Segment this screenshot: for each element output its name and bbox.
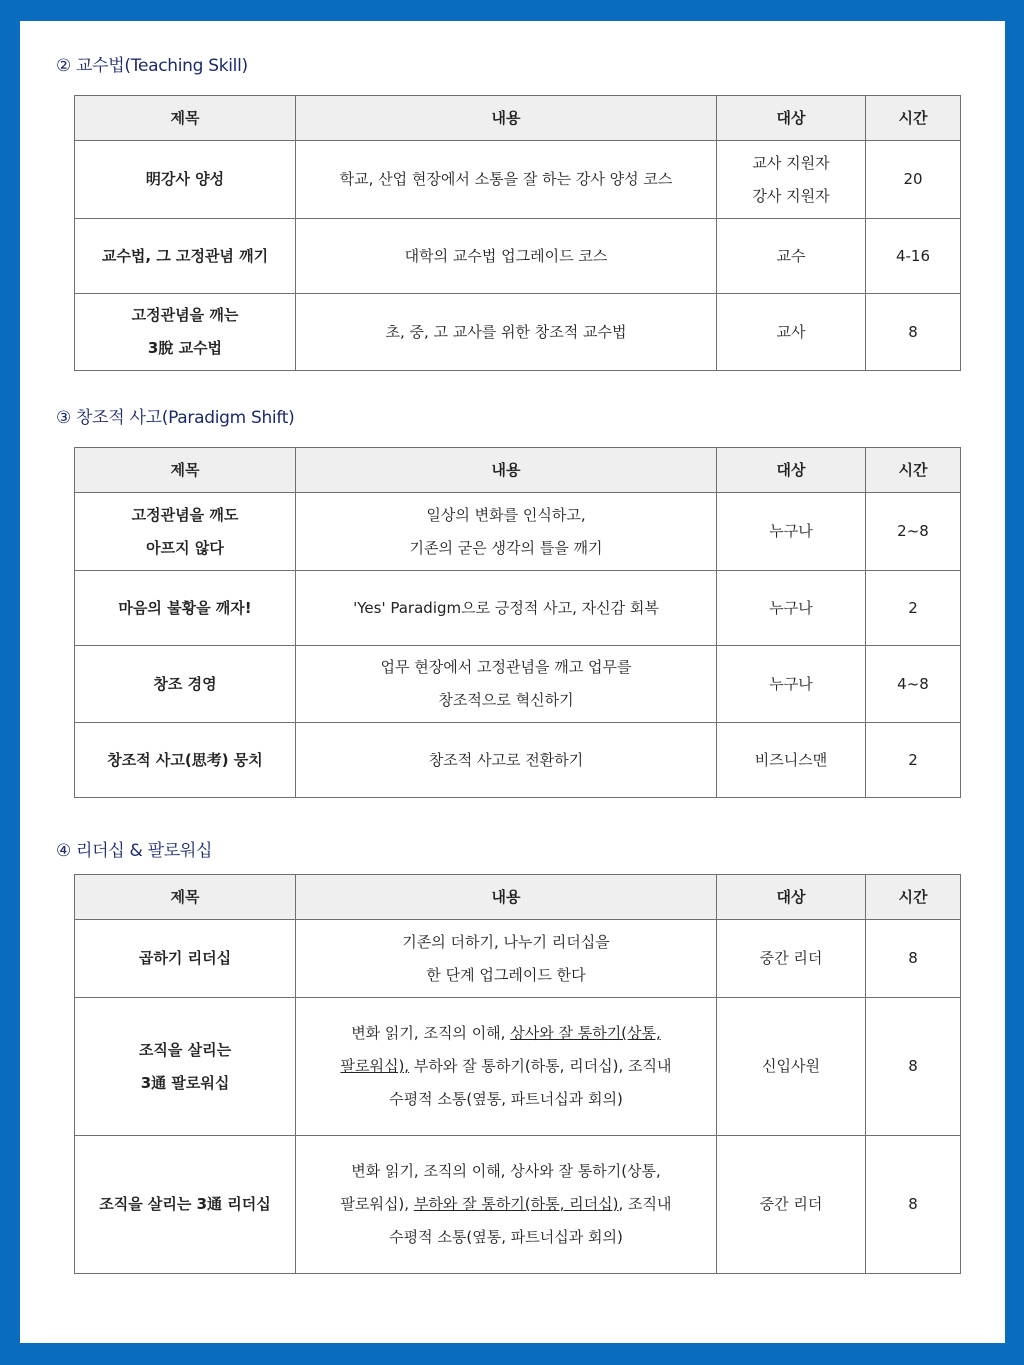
course-time: 20 (866, 141, 961, 219)
content-line: 팔로워십), 부하와 잘 통하기(하통, 리더십), 조직내 (340, 1195, 672, 1213)
course-time: 8 (866, 1136, 961, 1274)
course-content (296, 998, 717, 1136)
course-content: 업무 현장에서 고정관념을 깨고 업무를 창조적으로 혁신하기 (296, 646, 717, 723)
content-line: 변화 읽기, 조직의 이해, 상사와 잘 통하기(상통, (351, 1024, 661, 1042)
header-title: 제목 (75, 875, 296, 920)
document-page (20, 21, 1005, 1343)
course-target: 누구나 (717, 493, 866, 571)
course-target: 중간 리더 (717, 1136, 866, 1274)
course-title: 곱하기 리더십 (75, 920, 296, 998)
course-title: 창조적 사고(思考) 뭉치 (75, 723, 296, 798)
section-heading-teaching-skill: ② 교수법(Teaching Skill) (56, 56, 248, 76)
course-target: 교사 지원자 강사 지원자 (717, 141, 866, 219)
course-target: 누구나 (717, 571, 866, 646)
header-content: 내용 (296, 448, 717, 493)
course-time: 4~8 (866, 646, 961, 723)
course-title: 고정관념을 깨는 3脫 교수법 (75, 294, 296, 371)
header-title: 제목 (75, 96, 296, 141)
table-header-row (75, 96, 961, 141)
section-heading-paradigm-shift: ③ 창조적 사고(Paradigm Shift) (56, 408, 295, 428)
table-row (75, 920, 961, 998)
course-time: 8 (866, 998, 961, 1136)
content-line: 팔로워십), 부하와 잘 통하기(하통, 리더십), 조직내 (340, 1057, 672, 1075)
course-content: 대학의 교수법 업그레이드 코스 (296, 219, 717, 294)
table-row (75, 141, 961, 219)
table-row (75, 294, 961, 371)
course-target: 교수 (717, 219, 866, 294)
course-target: 교사 (717, 294, 866, 371)
header-time: 시간 (866, 875, 961, 920)
underlined-text: 상사와 잘 통하기(상통, (510, 1024, 661, 1042)
course-time: 4-16 (866, 219, 961, 294)
table-row (75, 219, 961, 294)
course-title: 明강사 양성 (75, 141, 296, 219)
table-row (75, 1136, 961, 1274)
table-row (75, 998, 961, 1136)
course-target: 중간 리더 (717, 920, 866, 998)
underlined-text: 팔로워십), (340, 1057, 410, 1075)
table-header-row (75, 875, 961, 920)
table-row (75, 723, 961, 798)
course-time: 2 (866, 571, 961, 646)
section-heading-leadership-followership: ④ 리더십 & 팔로워십 (56, 841, 213, 861)
course-time: 8 (866, 294, 961, 371)
table-row (75, 493, 961, 571)
course-target: 신입사원 (717, 998, 866, 1136)
course-content (296, 1136, 717, 1274)
header-target: 대상 (717, 448, 866, 493)
table-leadership-followership (74, 874, 961, 1274)
table-row (75, 571, 961, 646)
course-title: 고정관념을 깨도 아프지 않다 (75, 493, 296, 571)
header-time: 시간 (866, 448, 961, 493)
content-line: 수평적 소통(옆통, 파트너십과 회의) (389, 1228, 623, 1246)
course-content: 'Yes' Paradigm으로 긍정적 사고, 자신감 회복 (296, 571, 717, 646)
table-paradigm-shift (74, 447, 961, 798)
course-content: 일상의 변화를 인식하고, 기존의 굳은 생각의 틀을 깨기 (296, 493, 717, 571)
course-title: 마음의 불황을 깨자! (75, 571, 296, 646)
table-row (75, 646, 961, 723)
course-title: 교수법, 그 고정관념 깨기 (75, 219, 296, 294)
course-content: 초, 중, 고 교사를 위한 창조적 교수법 (296, 294, 717, 371)
table-header-row (75, 448, 961, 493)
course-title: 조직을 살리는 3通 리더십 (75, 1136, 296, 1274)
course-title: 조직을 살리는 3通 팔로워십 (75, 998, 296, 1136)
header-content: 내용 (296, 875, 717, 920)
header-title: 제목 (75, 448, 296, 493)
course-content: 학교, 산업 현장에서 소통을 잘 하는 강사 양성 코스 (296, 141, 717, 219)
header-target: 대상 (717, 96, 866, 141)
content-line: 변화 읽기, 조직의 이해, 상사와 잘 통하기(상통, (351, 1162, 661, 1180)
course-title: 창조 경영 (75, 646, 296, 723)
table-teaching-skill (74, 95, 961, 371)
course-content: 기존의 더하기, 나누기 리더십을 한 단계 업그레이드 한다 (296, 920, 717, 998)
header-content: 내용 (296, 96, 717, 141)
course-target: 누구나 (717, 646, 866, 723)
header-target: 대상 (717, 875, 866, 920)
header-time: 시간 (866, 96, 961, 141)
course-time: 8 (866, 920, 961, 998)
underlined-text: 부하와 잘 통하기(하통, 리더십) (413, 1195, 619, 1213)
content-line: 수평적 소통(옆통, 파트너십과 회의) (389, 1090, 623, 1108)
course-time: 2 (866, 723, 961, 798)
course-content: 창조적 사고로 전환하기 (296, 723, 717, 798)
course-time: 2~8 (866, 493, 961, 571)
course-target: 비즈니스맨 (717, 723, 866, 798)
